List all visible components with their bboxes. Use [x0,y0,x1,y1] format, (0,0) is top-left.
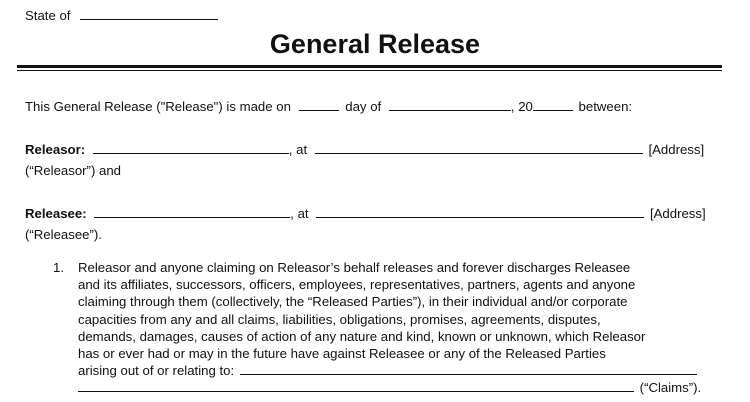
releasor-address-blank[interactable] [315,141,643,154]
clause-number: 1. [53,260,64,275]
clause-line: demands, damages, causes of action of any nature and kind, known or unknown, which Releasor [78,328,646,344]
intro-day-of: day of [345,99,382,114]
claims-label: (“Claims”). [639,380,702,396]
clause-arising-text: arising out of or relating to: [78,363,235,379]
title-rule-thick [17,65,722,68]
releasor-address-label: [Address] [648,142,705,157]
intro-year: , 20 [510,99,533,114]
clause-line: Releasor and anyone claiming on Releasor’s behalf releases and forever discharges Releasee [78,260,631,275]
releasee-label: Releasee: [25,206,87,221]
clause-line: has or ever had or may in the future have against Releasee or any of the Released Parties [78,346,606,362]
intro-line [25,98,632,115]
claims-continuation-blank[interactable] [78,379,634,392]
claims-subject-blank[interactable] [240,362,697,375]
year-blank[interactable] [533,98,573,111]
clause-1 [78,259,718,397]
clause-line: capacities from any and all claims, liabilities, obligations, promises, agreements, disputes, [78,311,601,327]
claims-line [78,379,718,396]
releasee-address-blank[interactable] [316,205,644,218]
releasee-name-blank[interactable] [94,205,290,218]
document-title: General Release [269,29,481,59]
clause-line: and its affiliates, successors, officers, employees, representatives, partners, agents and anyone [78,277,636,293]
releasor-line [25,141,704,158]
intro-between: between: [578,99,633,114]
title-rule-thin [17,70,722,71]
releasor-at: , at [288,142,308,157]
releasor-name-blank[interactable] [93,141,289,154]
releasor-label: Releasor: [25,142,86,157]
releasor-alias: (“Releasor”) and [25,163,122,178]
releasee-alias: (“Releasee”). [25,227,102,242]
clause-line: claiming through them (collectively, the “Released Parties”), in their individual and/or corporate [78,294,628,310]
state-label: State of [25,8,71,23]
state-blank[interactable] [80,7,218,20]
clause-line-last [78,362,718,379]
state-line [25,7,218,24]
intro-text: This General Release ("Release") is made on [25,99,291,114]
month-blank[interactable] [389,98,511,111]
day-blank[interactable] [299,98,339,111]
releasee-line [25,205,706,222]
releasee-at: , at [290,206,309,221]
releasee-address-label: [Address] [649,206,706,221]
